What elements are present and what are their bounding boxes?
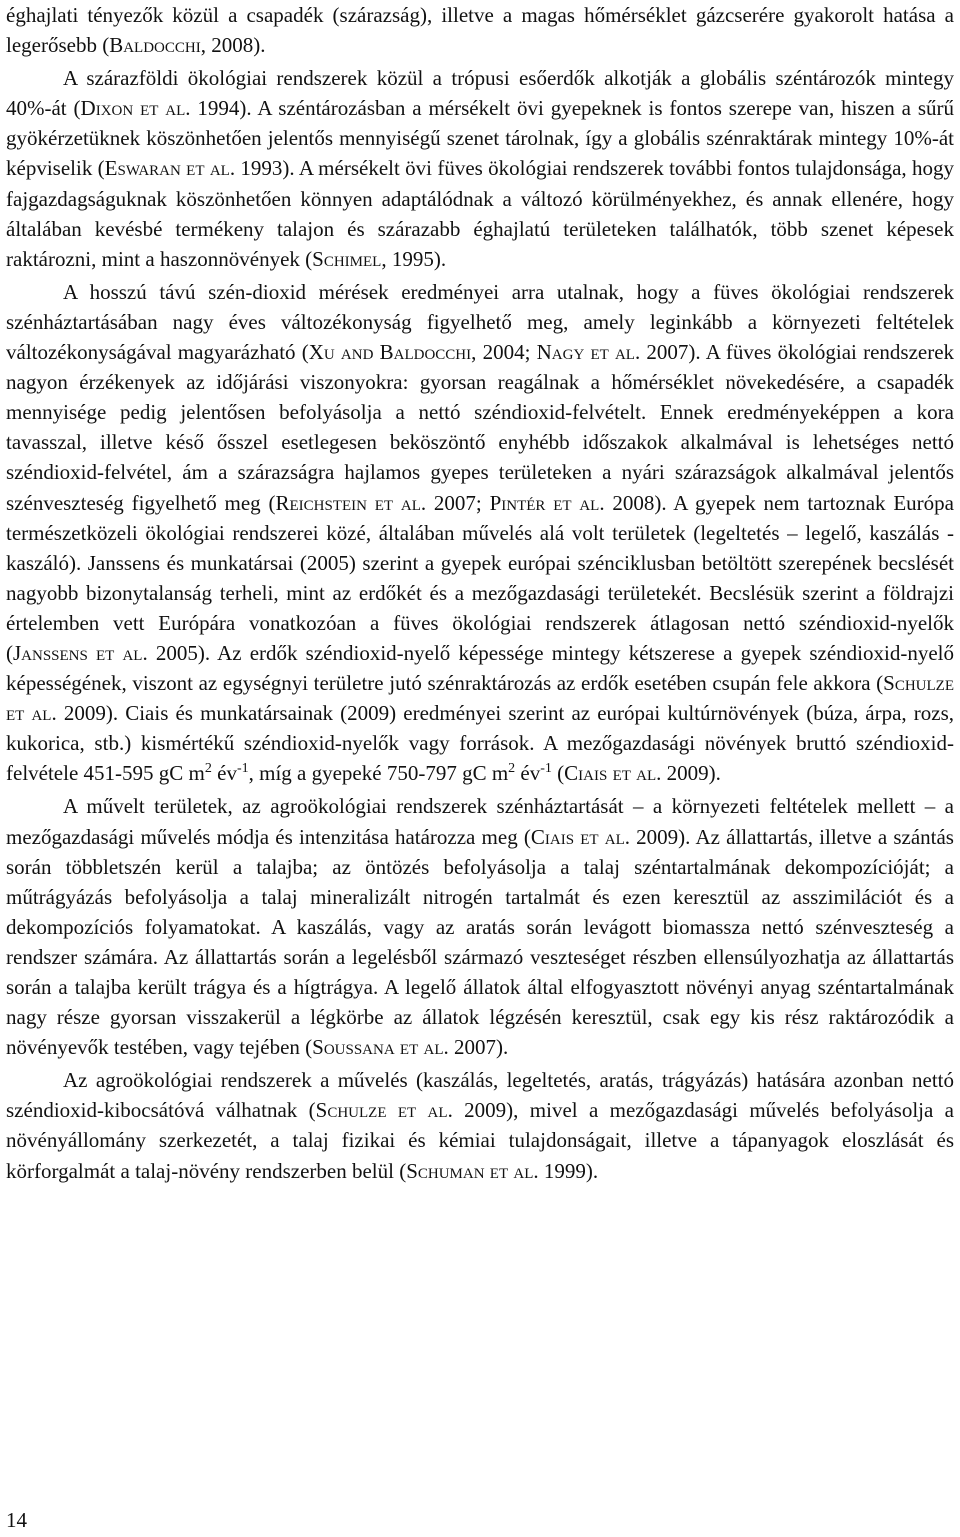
text-run: , 2004; xyxy=(471,340,537,365)
superscript: -1 xyxy=(540,761,552,777)
text-run: év xyxy=(515,761,541,786)
citation-author: Eswaran et al xyxy=(104,156,230,181)
text-run: . 2007; xyxy=(420,490,490,515)
paragraph-4 xyxy=(6,791,954,1062)
text-run: . 1993). A mérsékelt övi füves ökológiai rendszerek további fontos tulajdonsága, hogy fajgazdagságuknak köszönhetően könnyen adaptálódnak a változó körülményekhez, és annak ellenére, hogy általában kevésbé termékeny talajon és szárazabb éghajlatú területeken találhatók, több szenet képesek raktározni, mint a haszonnövények ( xyxy=(6,156,954,271)
text-run: . 2007). A füves ökológiai rendszerek nagyon érzékenyek az időjárási viszonyokra: gyorsan reagálnak a hőmérséklet növekedésére, a csapadék mennyisége pedig jelentősen befolyásolja a nettó széndioxid-felvételt. Ennek eredményeképpen a kora tavasszal, illetve késő ősszel esetlegesen beköszöntő enyhébb időszakok alkalmával is lehetséges nettó széndioxid-felvétel, ám a szárazságra hajlamos gyepes területeken a nyári szárazságok alkalmával jelentős szénveszteség figyelhető meg ( xyxy=(6,340,955,515)
text-run: . 2005). Az erdők széndioxid-nyelő képessége mintegy kétszerese a gyepek széndioxid-nyelő képességének, viszont az egységnyi területre jutó szénraktározás az erdők esetében csupán fele akkora ( xyxy=(6,640,954,696)
paragraph-2 xyxy=(6,63,954,274)
text-run: . 2007). xyxy=(443,1035,509,1060)
citation-author: Soussana et al xyxy=(312,1035,444,1060)
text-run: . 2008). A gyepek nem tartoznak Európa természetközeli ökológiai rendszerei közé, általában művelés alá volt területek (legeltetés – legelő, kaszálás - kaszáló). Janssens és munkatársai (2005) szerint a gyepek európai szénciklusban betöltött szerepének becslését nagyobb bizonytalanság terheli, mint az erdőkét és a mezőgazdasági területekét. Becslésük szerint a földrajzi értelemben vett Európára vonatkozóan a füves ökológiai rendszerek átlagosan nettó széndioxid-nyelők ( xyxy=(6,490,954,665)
page-number: 14 xyxy=(6,1508,27,1532)
text-run: , 2008). xyxy=(200,33,266,58)
text-run: év xyxy=(211,761,237,786)
text-run: Az agroökológiai rendszerek a művelés (kaszálás, legeltetés, aratás, trágyázás) hatására azonban nettó széndioxid-kibocsátóvá válhatnak ( xyxy=(6,1068,954,1123)
text-run: A szárazföldi ökológiai rendszerek közül a trópusi esőerdők alkotják a globális széntározók mintegy 40%-át ( xyxy=(6,66,954,121)
paragraph-5 xyxy=(6,1065,954,1185)
paragraph-3 xyxy=(6,277,954,789)
text-run: . 1999). xyxy=(533,1158,599,1183)
superscript: 2 xyxy=(508,761,516,777)
citation-author: Baldocchi xyxy=(109,33,201,58)
citation-author: Schuman et al xyxy=(406,1158,534,1183)
text-run: ( xyxy=(551,761,565,786)
paragraph-1 xyxy=(6,0,954,60)
text-run: . 2009). Az állattartás, illetve a szántás során többletszén kerül a talajba; az öntözés befolyásolja a talaj széntartalmának dekompozícióját; a műtrágyázás befolyásolja a talaj mineralizált nitrogén tartalmát és ezen keresztül az asszimilációt és a dekompozíciós folyamatokat. A kaszálás, vagy az aratás során levágott biomassza nettó szénveszteség a rendszer számára. Az állattartás során a legelésből származó veszteséget részben ellensúlyozhatja az állattartás során a talajba került trágya és a hígtrágya. A legelő állatok által elfogyasztott növényi anyag széntartalmának nagy része gyorsan visszakerül a légkörbe az állatok légzésén keresztül, csak egy kis rész raktározódik a növényevők testében, vagy tejében ( xyxy=(6,824,954,1060)
text-run: A hosszú távú szén-dioxid mérések eredményei arra utalnak, hogy a füves ökológiai rendszerek szénháztartásában nagy éves változékonyság figyelhető meg, amely leginkább a környezeti feltételek változékonyságával magyarázható ( xyxy=(6,279,954,365)
text-run: , míg a gyepeké 750-797 gC m xyxy=(248,761,509,786)
text-run: éghajlati tényezők közül a csapadék (szárazság), illetve a magas hőmérséklet gázcserére gyakorolt hatása a legerősebb ( xyxy=(6,3,954,58)
citation-author: Schimel xyxy=(312,246,382,271)
text-run: . 2009), mivel a mezőgazdasági művelés befolyásolja a növényállomány szerkezetét, a talaj fizikai és kémiai tulajdonságait, illetve a tápanyagok eloszlását és körforgalmát a talaj-növény rendszerben belül ( xyxy=(6,1098,954,1183)
citation-author: Nagy et al xyxy=(536,340,635,365)
text-run: , 1995). xyxy=(381,246,447,271)
citation-author: Schulze et al xyxy=(6,671,954,726)
superscript: -1 xyxy=(236,761,249,777)
citation-author: Dixon et al xyxy=(80,96,186,121)
document-page xyxy=(6,0,954,1186)
text-run: . 2009). xyxy=(656,761,721,786)
citation-author: Janssens et al xyxy=(13,640,143,665)
text-run: A művelt területek, az agroökológiai rendszerek szénháztartását – a környezeti feltételek mellett – a mezőgazdasági művelés módja és intenzitása határozza meg ( xyxy=(6,794,954,849)
citation-author: Xu and Baldocchi xyxy=(308,340,472,365)
citation-author: Ciais et al xyxy=(530,824,625,849)
citation-author: Reichstein et al xyxy=(275,490,421,515)
text-run: . 1994). A széntározásban a mérsékelt övi gyepeknek is fontos szerepe van, hiszen a sűrű gyökérzetüknek köszönhetően jelentős mennyiségű szenet tárolnak, így a globális szénraktárak mintegy 10%-át képviselik ( xyxy=(6,96,954,181)
citation-author: Ciais et al xyxy=(564,761,657,786)
text-run: . 2009). Ciais és munkatársainak (2009) eredményei szerint az európai kultúrnövények (búza, árpa, rozs, kukorica, stb.) kismértékű széndioxid-nyelők vagy források. A mezőgazdasági növények bruttó széndioxid-felvétele 451-595 gC m xyxy=(6,701,954,786)
superscript: 2 xyxy=(204,761,212,777)
citation-author: Pintér et al xyxy=(489,490,600,515)
citation-author: Schulze et al xyxy=(315,1098,448,1123)
